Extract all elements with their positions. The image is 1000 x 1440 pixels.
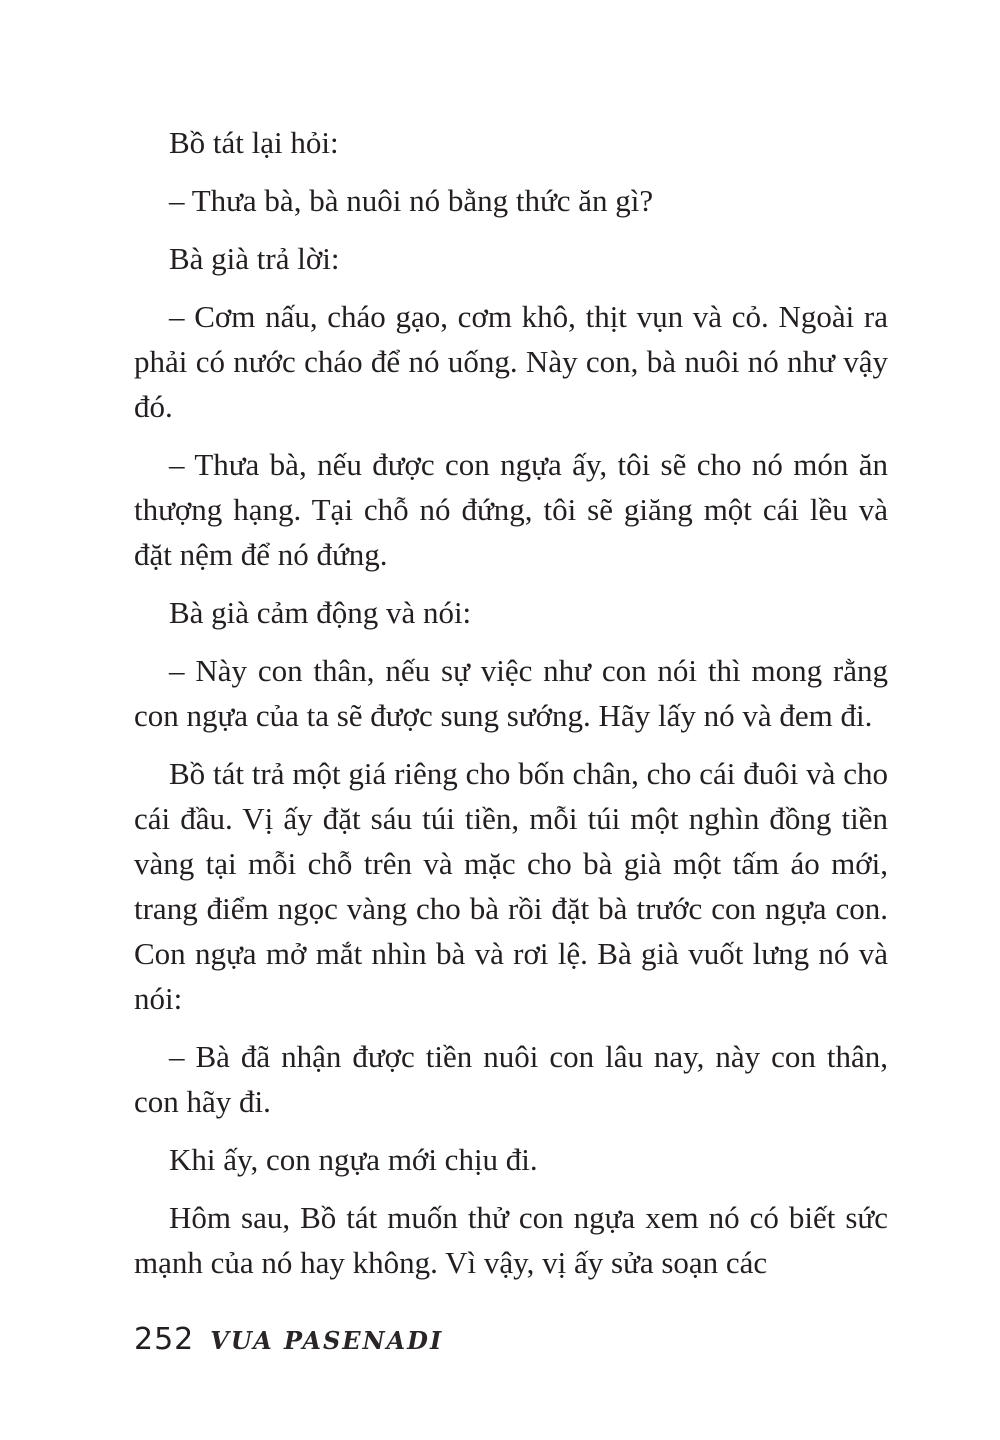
running-title: VUA PASENADI: [210, 1326, 444, 1355]
page-footer: [134, 1322, 443, 1372]
body-text: [134, 120, 888, 1298]
paragraph: Bồ tát trả một giá riêng cho bốn chân, cho cái đuôi và cho cái đầu. Vị ấy đặt sáu túi tiền, mỗi túi một nghìn đồng tiền vàng tại mỗi chỗ trên và mặc cho bà già một tấm áo mới, trang điểm ngọc vàng cho bà rồi đặt bà trước con ngựa con. Con ngựa mở mắt nhìn bà và rơi lệ. Bà già vuốt lưng nó và nói:: [134, 756, 888, 1016]
paragraph: – Thưa bà, nếu được con ngựa ấy, tôi sẽ cho nó món ăn thượng hạng. Tại chỗ nó đứng, tôi sẽ giăng một cái lều và đặt nệm để nó đứng.: [134, 447, 888, 572]
paragraph: Bồ tát lại hỏi:: [169, 125, 339, 160]
paragraph: Bà già trả lời:: [169, 241, 340, 276]
paragraph: Khi ấy, con ngựa mới chịu đi.: [169, 1142, 538, 1177]
paragraph: – Thưa bà, bà nuôi nó bằng thức ăn gì?: [169, 183, 654, 218]
paragraph: – Bà đã nhận được tiền nuôi con lâu nay, này con thân, con hãy đi.: [134, 1039, 888, 1119]
paragraph: Hôm sau, Bồ tát muốn thử con ngựa xem nó có biết sức mạnh của nó hay không. Vì vậy, vị ấy sửa soạn các: [134, 1200, 888, 1280]
paragraph: – Này con thân, nếu sự việc như con nói thì mong rằng con ngựa của ta sẽ được sung sướng. Hãy lấy nó và đem đi.: [134, 653, 888, 733]
page-number: 252: [134, 1322, 195, 1357]
paragraph: – Cơm nấu, cháo gạo, cơm khô, thịt vụn và cỏ. Ngoài ra phải có nước cháo để nó uống. Này con, bà nuôi nó như vậy đó.: [134, 299, 888, 424]
paragraph: Bà già cảm động và nói:: [169, 595, 472, 630]
